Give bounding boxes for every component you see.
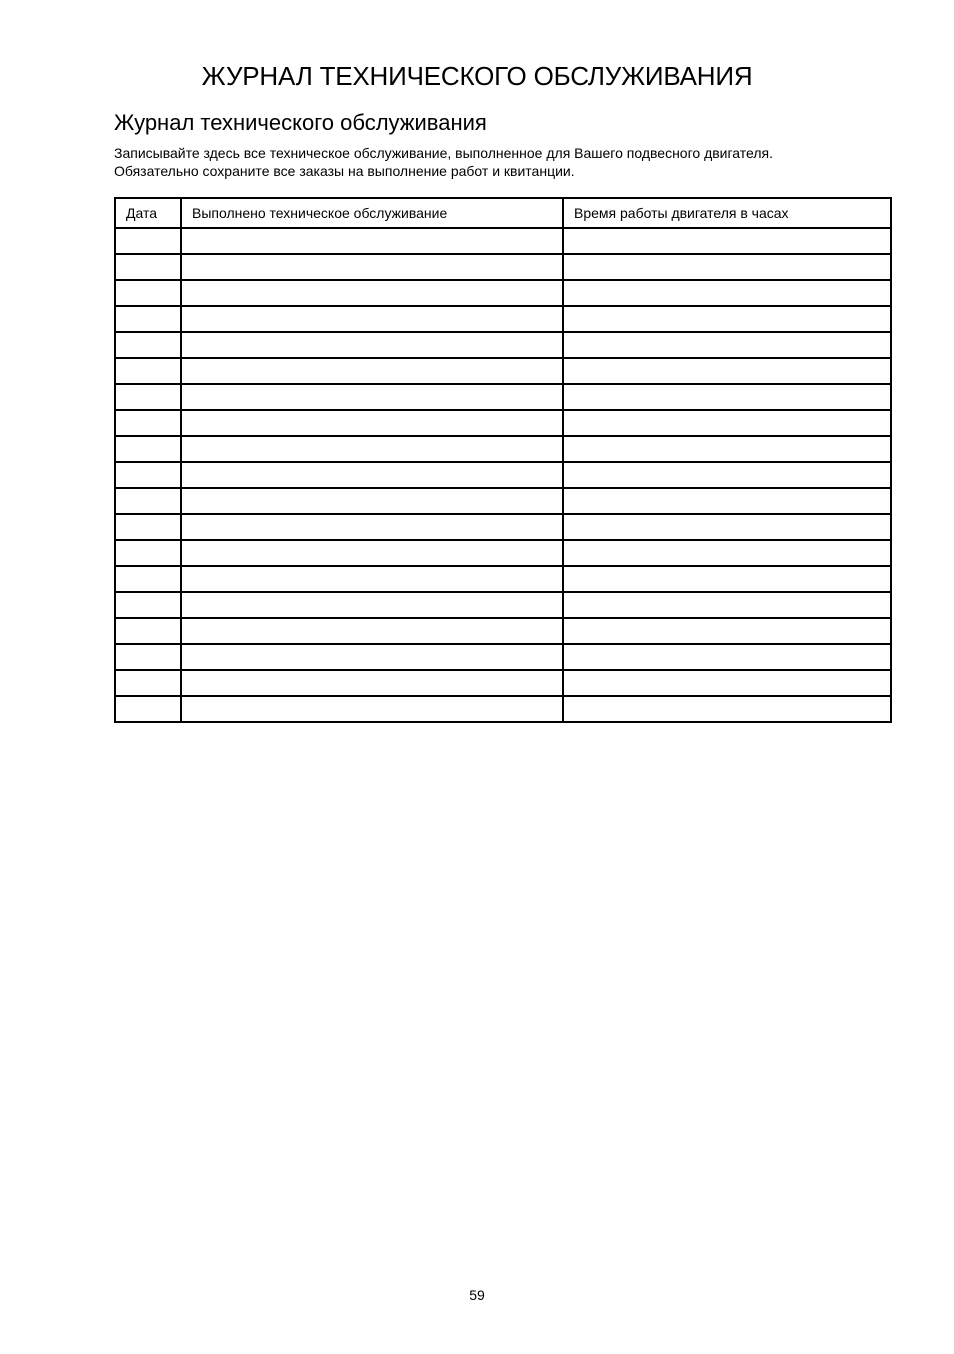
date-cell[interactable] xyxy=(115,410,181,436)
service-cell[interactable] xyxy=(181,618,563,644)
table-row xyxy=(115,592,891,618)
table-header-row xyxy=(115,198,891,228)
date-cell[interactable] xyxy=(115,280,181,306)
intro-line-1: Записывайте здесь все техническое обслуживание, выполненное для Вашего подвесного двигателя. xyxy=(114,145,773,161)
maintenance-log-table xyxy=(114,197,892,723)
hours-cell[interactable] xyxy=(563,436,891,462)
service-cell[interactable] xyxy=(181,566,563,592)
hours-cell[interactable] xyxy=(563,644,891,670)
service-cell[interactable] xyxy=(181,228,563,254)
service-cell[interactable] xyxy=(181,280,563,306)
hours-cell[interactable] xyxy=(563,306,891,332)
table-row xyxy=(115,358,891,384)
service-cell[interactable] xyxy=(181,306,563,332)
service-cell[interactable] xyxy=(181,644,563,670)
column-header-hours: Время работы двигателя в часах xyxy=(563,198,891,228)
section-heading: Журнал технического обслуживания xyxy=(114,110,487,135)
date-cell[interactable] xyxy=(115,670,181,696)
hours-cell[interactable] xyxy=(563,384,891,410)
hours-cell[interactable] xyxy=(563,514,891,540)
table-row xyxy=(115,566,891,592)
service-cell[interactable] xyxy=(181,696,563,722)
date-cell[interactable] xyxy=(115,644,181,670)
date-cell[interactable] xyxy=(115,592,181,618)
service-cell[interactable] xyxy=(181,254,563,280)
hours-cell[interactable] xyxy=(563,358,891,384)
table-row xyxy=(115,280,891,306)
table-row xyxy=(115,254,891,280)
table-row xyxy=(115,644,891,670)
service-cell[interactable] xyxy=(181,384,563,410)
table-row xyxy=(115,306,891,332)
date-cell[interactable] xyxy=(115,228,181,254)
hours-cell[interactable] xyxy=(563,592,891,618)
service-cell[interactable] xyxy=(181,670,563,696)
table-row xyxy=(115,488,891,514)
hours-cell[interactable] xyxy=(563,696,891,722)
date-cell[interactable] xyxy=(115,462,181,488)
date-cell[interactable] xyxy=(115,540,181,566)
table-body xyxy=(115,228,891,722)
hours-cell[interactable] xyxy=(563,566,891,592)
hours-cell[interactable] xyxy=(563,540,891,566)
column-header-service: Выполнено техническое обслуживание xyxy=(181,198,563,228)
table-row xyxy=(115,514,891,540)
date-cell[interactable] xyxy=(115,332,181,358)
service-cell[interactable] xyxy=(181,488,563,514)
date-cell[interactable] xyxy=(115,514,181,540)
table-row xyxy=(115,618,891,644)
service-cell[interactable] xyxy=(181,592,563,618)
service-cell[interactable] xyxy=(181,436,563,462)
service-cell[interactable] xyxy=(181,358,563,384)
hours-cell[interactable] xyxy=(563,488,891,514)
service-cell[interactable] xyxy=(181,540,563,566)
date-cell[interactable] xyxy=(115,436,181,462)
date-cell[interactable] xyxy=(115,358,181,384)
date-cell[interactable] xyxy=(115,618,181,644)
table-row xyxy=(115,670,891,696)
hours-cell[interactable] xyxy=(563,332,891,358)
service-cell[interactable] xyxy=(181,514,563,540)
service-cell[interactable] xyxy=(181,410,563,436)
date-cell[interactable] xyxy=(115,384,181,410)
page-title: ЖУРНАЛ ТЕХНИЧЕСКОГО ОБСЛУЖИВАНИЯ xyxy=(201,61,753,91)
table-row xyxy=(115,540,891,566)
date-cell[interactable] xyxy=(115,696,181,722)
hours-cell[interactable] xyxy=(563,462,891,488)
intro-line-2: Обязательно сохраните все заказы на выполнение работ и квитанции. xyxy=(114,163,575,179)
service-cell[interactable] xyxy=(181,332,563,358)
date-cell[interactable] xyxy=(115,566,181,592)
table-row xyxy=(115,332,891,358)
table-row xyxy=(115,696,891,722)
column-header-date: Дата xyxy=(115,198,181,228)
hours-cell[interactable] xyxy=(563,670,891,696)
table-row xyxy=(115,436,891,462)
hours-cell[interactable] xyxy=(563,254,891,280)
date-cell[interactable] xyxy=(115,488,181,514)
hours-cell[interactable] xyxy=(563,618,891,644)
page-number: 59 xyxy=(469,1287,485,1303)
date-cell[interactable] xyxy=(115,254,181,280)
service-cell[interactable] xyxy=(181,462,563,488)
table-row xyxy=(115,228,891,254)
hours-cell[interactable] xyxy=(563,228,891,254)
table-row xyxy=(115,410,891,436)
hours-cell[interactable] xyxy=(563,280,891,306)
table-row xyxy=(115,462,891,488)
table-row xyxy=(115,384,891,410)
hours-cell[interactable] xyxy=(563,410,891,436)
date-cell[interactable] xyxy=(115,306,181,332)
intro-text xyxy=(114,144,904,180)
